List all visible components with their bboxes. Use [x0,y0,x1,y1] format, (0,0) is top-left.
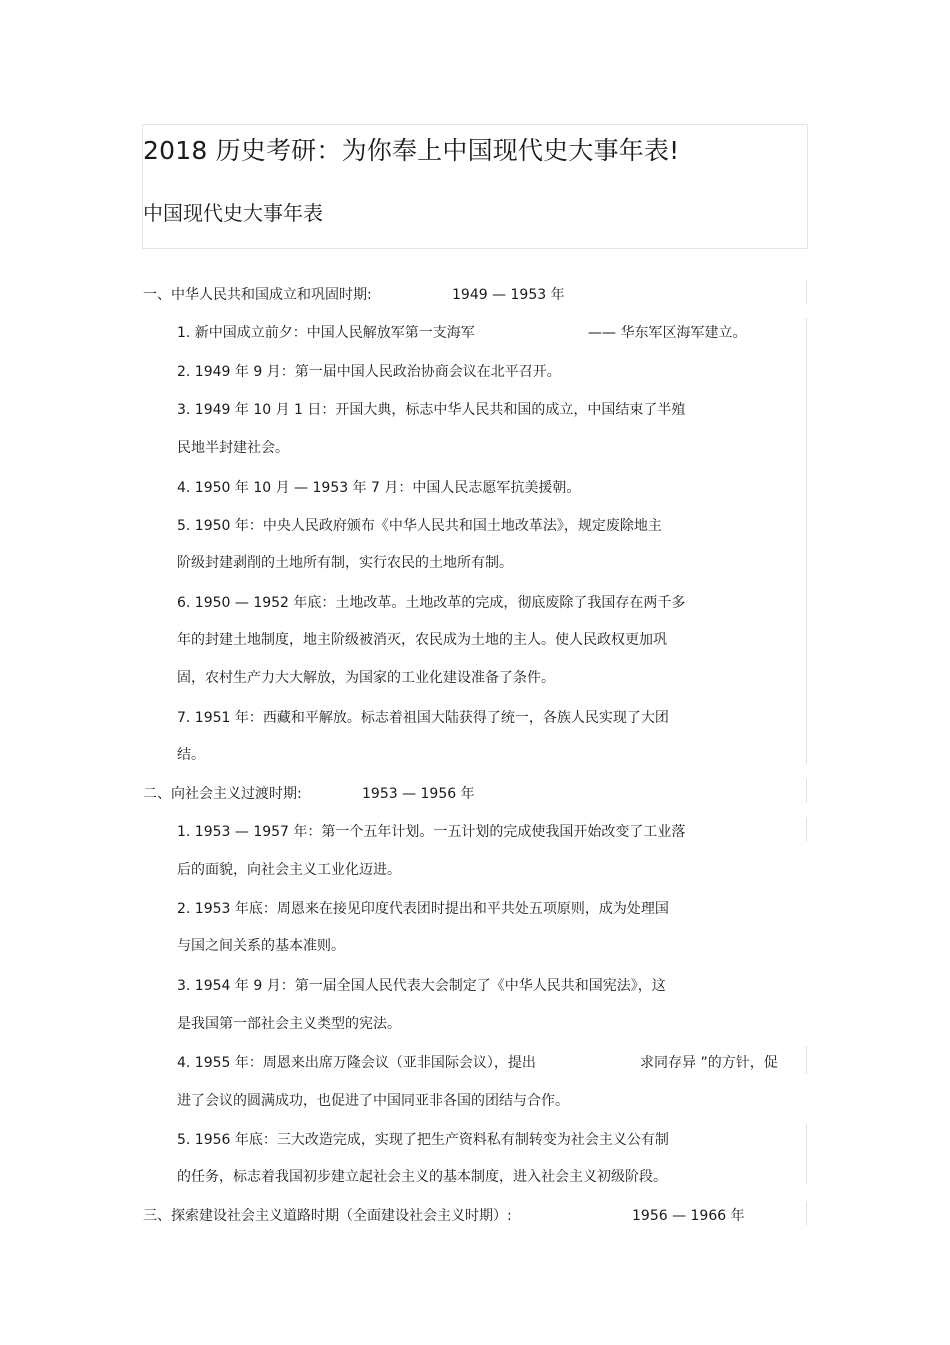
s2-item-5-line-2: 的任务，标志着我国初步建立起社会主义的基本制度，进入社会主义初级阶段。 [177,1169,667,1185]
section-1-period: 1949 — 1953 年 [452,287,565,303]
section-3-period: 1956 — 1966 年 [632,1208,745,1224]
s2-item-4-line-1b: 求同存异 ”的方针，促 [640,1055,778,1071]
section-2-heading: 二、向社会主义过渡时期: [143,786,302,802]
s1-item-1-line-1: 1. 新中国成立前夕：中国人民解放军第一支海军 [177,325,475,341]
section-2-rule [806,779,807,803]
s1-item-5-line-1: 5. 1950 年：中央人民政府颁布《中华人民共和国土地改革法》，规定废除地主 [177,518,662,534]
s2-item-1-line-1: 1. 1953 — 1957 年：第一个五年计划。一五计划的完成使我国开始改变了工业落 [177,824,686,840]
s2-item-2-line-2: 与国之间关系的基本准则。 [177,938,345,954]
s2-item-3-line-1: 3. 1954 年 9 月：第一届全国人民代表大会制定了《中华人民共和国宪法》，这 [177,978,666,994]
s2-item-4-line-2: 进了会议的圆满成功，也促进了中国同亚非各国的团结与合作。 [177,1093,569,1109]
page-subtitle: 中国现代史大事年表 [143,201,323,225]
section-2-items-rule-3 [806,1124,807,1184]
s1-item-5-line-2: 阶级封建剥削的土地所有制，实行农民的土地所有制。 [177,555,513,571]
s2-item-3-line-2: 是我国第一部社会主义类型的宪法。 [177,1016,401,1032]
s2-item-2-line-1: 2. 1953 年底：周恩来在接见印度代表团时提出和平共处五项原则，成为处理国 [177,901,669,917]
s2-item-5-line-1: 5. 1956 年底：三大改造完成，实现了把生产资料私有制转变为社会主义公有制 [177,1132,669,1148]
s1-item-3-line-1: 3. 1949 年 10 月 1 日：开国大典，标志中华人民共和国的成立，中国结束了半殖 [177,402,686,418]
s1-item-6-line-3: 固，农村生产力大大解放，为国家的工业化建设准备了条件。 [177,670,555,686]
s1-item-6-line-1: 6. 1950 — 1952 年底：土地改革。土地改革的完成，彻底废除了我国存在两千多 [177,595,686,611]
section-3-heading: 三、探索建设社会主义道路时期（全面建设社会主义时期）: [143,1208,512,1224]
s1-item-7-line-1: 7. 1951 年：西藏和平解放。标志着祖国大陆获得了统一，各族人民实现了大团 [177,710,669,726]
section-1-items-rule [806,318,807,764]
section-1-rule [806,280,807,304]
s1-item-7-line-2: 结。 [177,747,205,763]
section-2-items-rule-1 [806,817,807,841]
s1-item-2-line-1: 2. 1949 年 9 月：第一届中国人民政治协商会议在北平召开。 [177,364,561,380]
page-title: 2018 历史考研：为你奉上中国现代史大事年表! [143,136,680,165]
section-1-heading: 一、中华人民共和国成立和巩固时期: [143,287,372,303]
s2-item-4-line-1: 4. 1955 年：周恩来出席万隆会议（亚非国际会议），提出 [177,1055,536,1071]
s1-item-4-line-1: 4. 1950 年 10 月 — 1953 年 7 月：中国人民志愿军抗美援朝。 [177,480,581,496]
s1-item-6-line-2: 年的封建土地制度，地主阶级被消灭，农民成为土地的主人。使人民政权更加巩 [177,632,667,648]
section-2-items-rule-2 [806,1046,807,1074]
section-2-period: 1953 — 1956 年 [362,786,475,802]
s1-item-3-line-2: 民地半封建社会。 [177,440,289,456]
s2-item-1-line-2: 后的面貌，向社会主义工业化迈进。 [177,862,401,878]
s1-item-1-line-2: —— 华东军区海军建立。 [588,325,747,341]
section-3-rule [806,1201,807,1225]
